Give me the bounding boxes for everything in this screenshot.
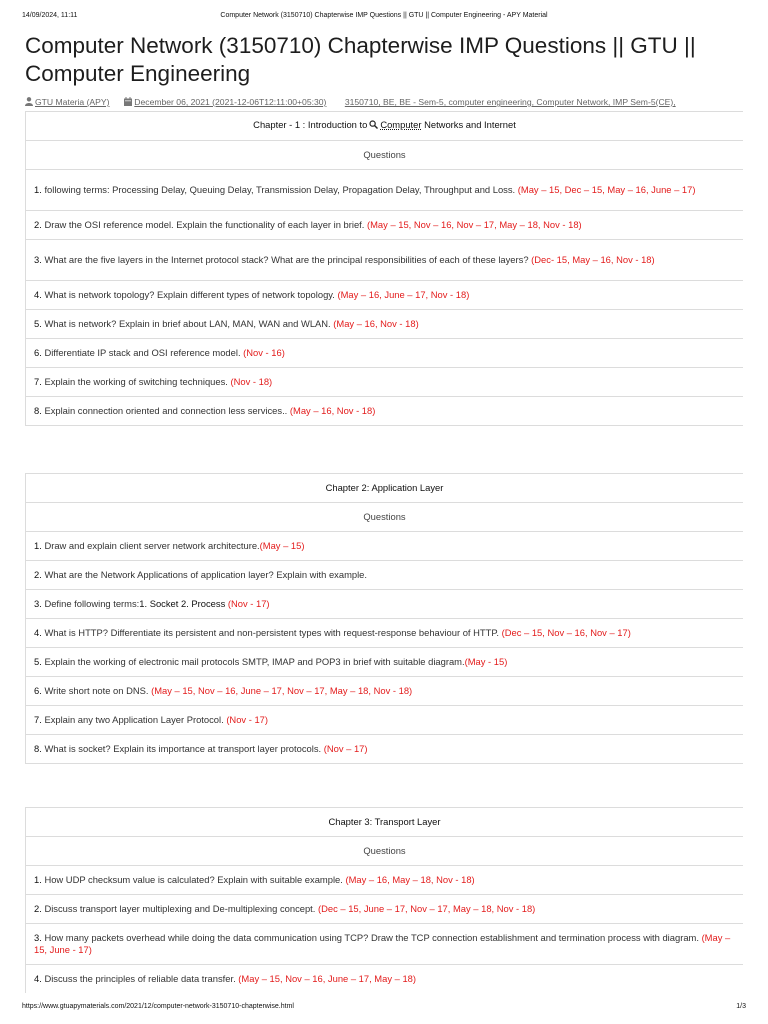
exam-dates: (May – 15, June - 17) <box>34 931 731 955</box>
chapter-heading: Chapter - 1 : Introduction to Computer Networks and Internet <box>26 112 744 141</box>
exam-dates: (Dec – 15, June – 17, Nov – 17, May – 18, Nov - 18) <box>318 902 536 914</box>
exam-dates: (May – 16, June – 17, Nov - 18) <box>337 288 470 300</box>
questions-header: Questions <box>26 837 744 866</box>
exam-dates: (May – 15, Nov – 16, June – 17, May – 18) <box>238 972 416 984</box>
exam-dates: (May – 15, Nov – 16, June – 17, Nov – 17, May – 18, Nov - 18) <box>151 684 413 696</box>
page-number: 1/3 <box>736 1003 746 1010</box>
chapter-heading: Chapter 2: Application Layer <box>26 474 744 503</box>
question-row: 3. How many packets overhead while doing the data communication using TCP? Draw the TCP connection establishment and termination process with diagram. (May – 15, June - 17) <box>26 924 744 965</box>
exam-dates: (May – 16, May – 18, Nov - 18) <box>345 873 475 885</box>
exam-dates: (May – 16, Nov - 18) <box>333 317 419 329</box>
computer-link[interactable]: Computer <box>380 119 422 131</box>
exam-dates: (Nov - 16) <box>243 346 285 358</box>
questions-header: Questions <box>26 503 744 532</box>
exam-dates: (May – 15, Nov – 16, Nov – 17, May – 18, Nov - 18) <box>367 218 582 230</box>
exam-dates: (Nov – 17) <box>323 742 368 754</box>
chapter-heading: Chapter 3: Transport Layer <box>26 808 744 837</box>
question-row: 8. What is socket? Explain its importance at transport layer protocols. (Nov – 17) <box>26 735 744 764</box>
calendar-icon <box>124 97 132 108</box>
exam-dates: (Nov - 17) <box>226 713 268 725</box>
question-row: 4. What is network topology? Explain different types of network topology. (May – 16, June – 17, Nov - 18) <box>26 281 744 310</box>
question-row: 1. following terms: Processing Delay, Queuing Delay, Transmission Delay, Propagation Delay, Throughput and Loss. (May – 15, Dec – 15, May – 16, June – 17) <box>26 170 744 211</box>
exam-dates: (May - 15) <box>464 655 508 667</box>
question-row: 5. What is network? Explain in brief about LAN, MAN, WAN and WLAN. (May – 16, Nov - 18) <box>26 310 744 339</box>
exam-dates: (Nov - 18) <box>230 375 273 387</box>
page-url: https://www.gtuapymaterials.com/2021/12/computer-network-3150710-chapterwise.html <box>22 1003 294 1010</box>
question-row: 7. Explain any two Application Layer Protocol. (Nov - 17) <box>26 706 744 735</box>
page-title: Computer Network (3150710) Chapterwise IMP Questions || GTU || Computer Engineering <box>25 33 696 86</box>
search-icon <box>369 120 378 133</box>
author-link[interactable]: GTU Materia (APY) <box>35 97 110 107</box>
question-row: 6. Differentiate IP stack and OSI reference model. (Nov - 16) <box>26 339 744 368</box>
exam-dates: (Dec- 15, May – 16, Nov - 18) <box>531 253 655 265</box>
question-row: 3. Define following terms:1. Socket 2. Process (Nov - 17) <box>26 590 744 619</box>
question-row: 5. Explain the working of electronic mail protocols SMTP, IMAP and POP3 in brief with suitable diagram.(May - 15) <box>26 648 744 677</box>
question-row: 2. Draw the OSI reference model. Explain the functionality of each layer in brief. (May – 15, Nov – 16, Nov – 17, May – 18, Nov - 18) <box>26 211 744 240</box>
question-row: 6. Write short note on DNS. (May – 15, Nov – 16, June – 17, Nov – 17, May – 18, Nov - 18) <box>26 677 744 706</box>
print-footer <box>22 1003 746 1013</box>
print-date: 14/09/2024, 11:11 <box>22 12 78 19</box>
chapter-1-table <box>25 111 743 426</box>
question-row: 7. Explain the working of switching techniques. (Nov - 18) <box>26 368 744 397</box>
question-row: 1. Draw and explain client server network architecture.(May – 15) <box>26 532 744 561</box>
chapter-3-table <box>25 807 743 993</box>
exam-dates: (May – 16, Nov - 18) <box>289 404 376 416</box>
chapter-2-table <box>25 473 743 764</box>
tags-list[interactable]: 3150710, BE, BE - Sem-5, computer engineering, Computer Network, IMP Sem-5(CE), <box>344 97 676 107</box>
print-header <box>22 12 746 22</box>
user-icon <box>25 97 33 108</box>
exam-dates: (May – 15, Dec – 15, May – 16, June – 17) <box>517 183 696 195</box>
published-date-link[interactable]: December 06, 2021 (2021-12-06T12:11:00+05:30) <box>134 97 327 107</box>
question-row: 4. Discuss the principles of reliable data transfer. (May – 15, Nov – 16, June – 17, May – 18) <box>26 965 744 994</box>
exam-dates: (May – 15) <box>259 539 305 551</box>
questions-header: Questions <box>26 141 744 170</box>
post-meta <box>25 97 743 108</box>
question-row: 2. What are the Network Applications of application layer? Explain with example. <box>26 561 744 590</box>
question-row: 2. Discuss transport layer multiplexing and De-multiplexing concept. (Dec – 15, June – 17, Nov – 17, May – 18, Nov - 18) <box>26 895 744 924</box>
question-row: 4. What is HTTP? Differentiate its persistent and non-persistent types with request-response behaviour of HTTP. (Dec – 15, Nov – 16, Nov – 17) <box>26 619 744 648</box>
exam-dates: (Dec – 15, Nov – 16, Nov – 17) <box>501 626 631 638</box>
print-doc-title: Computer Network (3150710) Chapterwise IMP Questions || GTU || Computer Engineering - APY Material <box>220 12 548 19</box>
exam-dates: (Nov - 17) <box>227 597 270 609</box>
question-row: 1. How UDP checksum value is calculated? Explain with suitable example. (May – 16, May – 18, Nov - 18) <box>26 866 744 895</box>
question-row: 8. Explain connection oriented and connection less services.. (May – 16, Nov - 18) <box>26 397 744 426</box>
question-row: 3. What are the five layers in the Internet protocol stack? What are the principal responsibilities of each of these layers? (Dec- 15, May – 16, Nov - 18) <box>26 240 744 281</box>
